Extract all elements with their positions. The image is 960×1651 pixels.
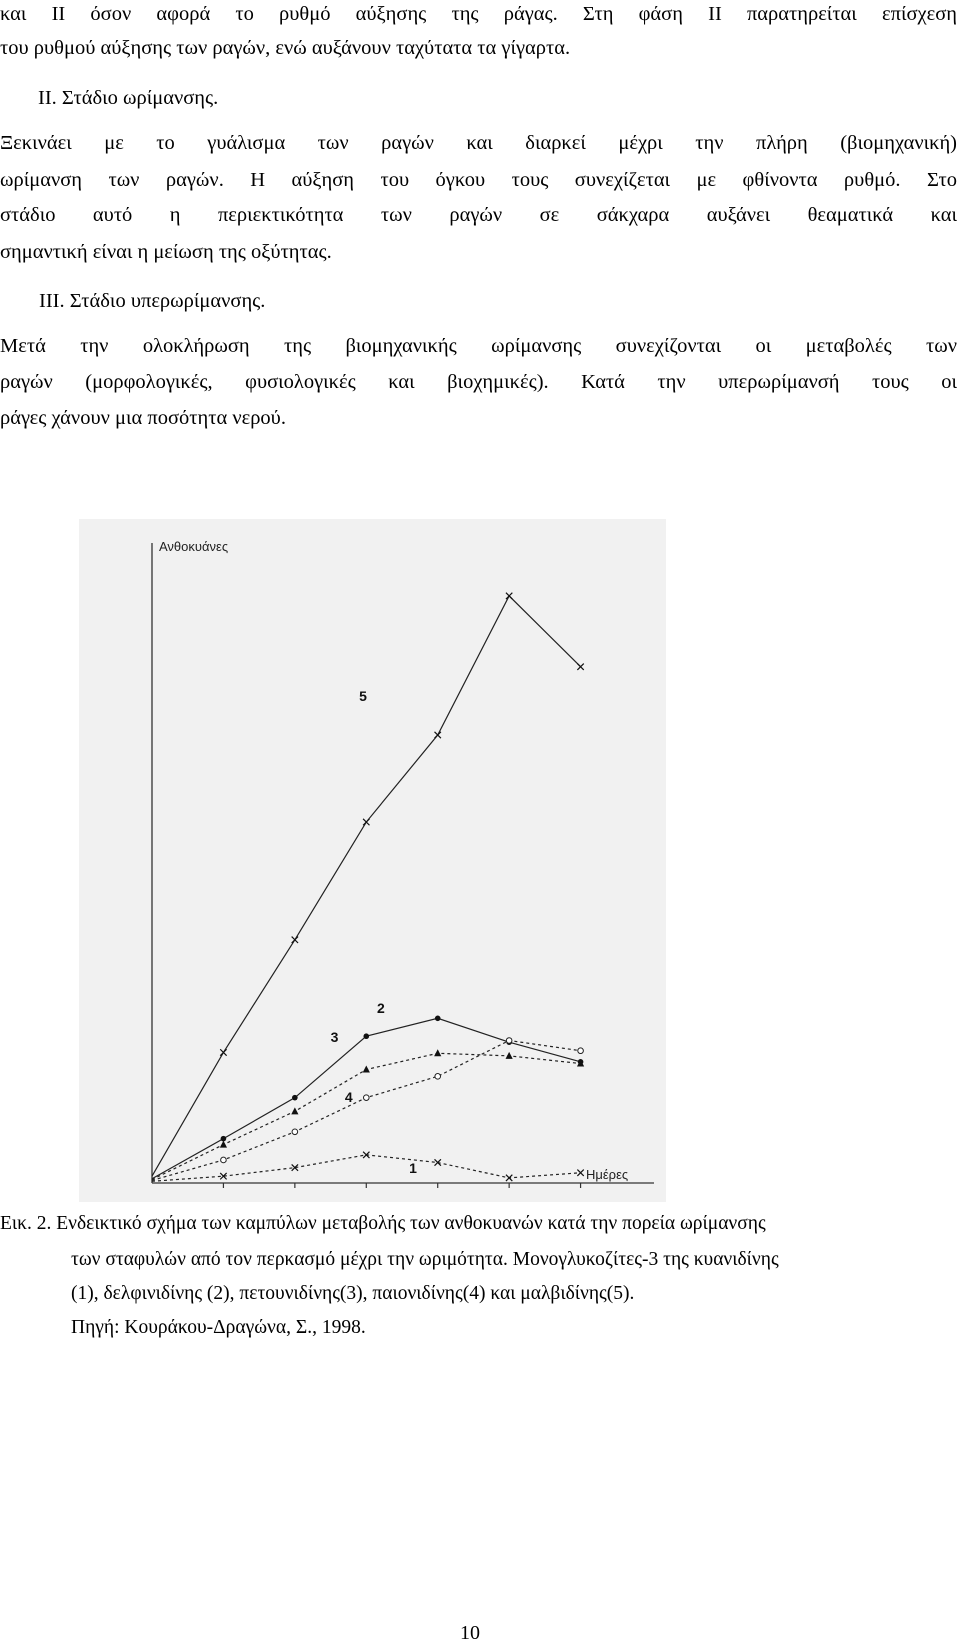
data-point <box>291 1107 298 1114</box>
data-point <box>577 664 583 670</box>
figure-caption-line: (1), δελφινιδίνης (2), πετουνιδίνης(3), παιονιδίνης(4) και μαλβιδίνης(5). <box>71 1283 635 1304</box>
data-point <box>577 1170 583 1176</box>
section-heading-ripening: ΙΙ. Στάδιο ωρίμανσης. <box>38 87 219 109</box>
body-text-line: σημαντική είναι η μείωση της οξύτητας. <box>0 241 332 263</box>
series-1 <box>152 1152 584 1182</box>
series-label: 5 <box>359 687 367 704</box>
series-2 <box>152 1000 583 1179</box>
body-text-line: Ξεκινάει με το γυάλισμα των ραγών και διαρκεί μέχρι την πλήρη (βιομηχανική) <box>0 132 957 154</box>
figure-caption-line: Εικ. 2. Ενδεικτικό σχήμα των καμπύλων μεταβολής των ανθοκυανών κατά την πορεία ωρίμανσης <box>0 1213 766 1234</box>
data-point <box>220 1049 226 1055</box>
body-text-line: του ρυθμού αύξησης των ραγών, ενώ αυξάνουν ταχύτατα τα γίγαρτα. <box>0 37 571 59</box>
series-label: 3 <box>330 1029 339 1046</box>
data-point <box>292 937 298 943</box>
series-4 <box>152 1038 583 1181</box>
data-point <box>221 1136 227 1142</box>
x-axis-label: Ημέρες <box>586 1167 629 1182</box>
data-point <box>506 1052 513 1059</box>
data-point <box>363 1095 369 1101</box>
figure-caption-line: των σταφυλών από τον περκασμό μέχρι την ωριμότητα. Μονογλυκοζίτες-3 της κυανιδίνης <box>71 1249 779 1270</box>
page-number: 10 <box>460 1622 480 1644</box>
body-text-line: ράγες χάνουν μια ποσότητα νερού. <box>0 407 286 429</box>
series-label: 1 <box>409 1159 417 1176</box>
data-point <box>435 1016 441 1022</box>
body-text-line: Μετά την ολοκλήρωση της βιομηχανικής ωρίμανσης συνεχίζονται οι μεταβολές των <box>0 335 957 357</box>
series-label: 2 <box>377 1000 385 1017</box>
series-line-1 <box>152 1155 581 1181</box>
data-point <box>435 1074 441 1080</box>
series-line-5 <box>152 596 581 1176</box>
body-text-line: ωρίμανση των ραγών. Η αύξηση του όγκου τους συνεχίζεται με φθίνοντα ρυθμό. Στο <box>0 169 957 191</box>
data-point <box>434 1049 441 1056</box>
data-point <box>292 1095 298 1101</box>
anthocyanin-chart <box>79 519 666 1202</box>
body-text-line: στάδιο αυτό η περιεκτικότητα των ραγών σε σάκχαρα αυξάνει θεαματικά και <box>0 204 957 226</box>
data-point <box>221 1157 227 1163</box>
data-point <box>363 1033 369 1039</box>
section-heading-overripening: ΙΙΙ. Στάδιο υπερωρίμανσης. <box>39 290 266 312</box>
data-point <box>292 1129 298 1135</box>
data-point <box>435 732 441 738</box>
data-point <box>363 1066 370 1073</box>
data-point <box>220 1141 227 1148</box>
data-point <box>506 1175 512 1181</box>
chart-svg <box>79 519 666 1202</box>
body-text-line: ραγών (μορφολογικές, φυσιολογικές και βιοχημικές). Κατά την υπερωρίμανσή τους οι <box>0 371 957 393</box>
y-axis-label: Ανθοκυάνες <box>159 539 229 554</box>
series-line-4 <box>152 1040 581 1180</box>
data-point <box>578 1048 584 1054</box>
data-point <box>506 1038 512 1044</box>
figure-source: Πηγή: Κουράκου-Δραγώνα, Σ., 1998. <box>71 1317 366 1338</box>
body-text-line: και ΙΙ όσον αφορά το ρυθμό αύξησης της ράγας. Στη φάση ΙΙ παρατηρείται επίσχεση <box>0 3 957 25</box>
data-point <box>363 819 369 825</box>
series-5 <box>152 593 584 1176</box>
series-label: 4 <box>344 1088 353 1105</box>
data-point <box>506 593 512 599</box>
